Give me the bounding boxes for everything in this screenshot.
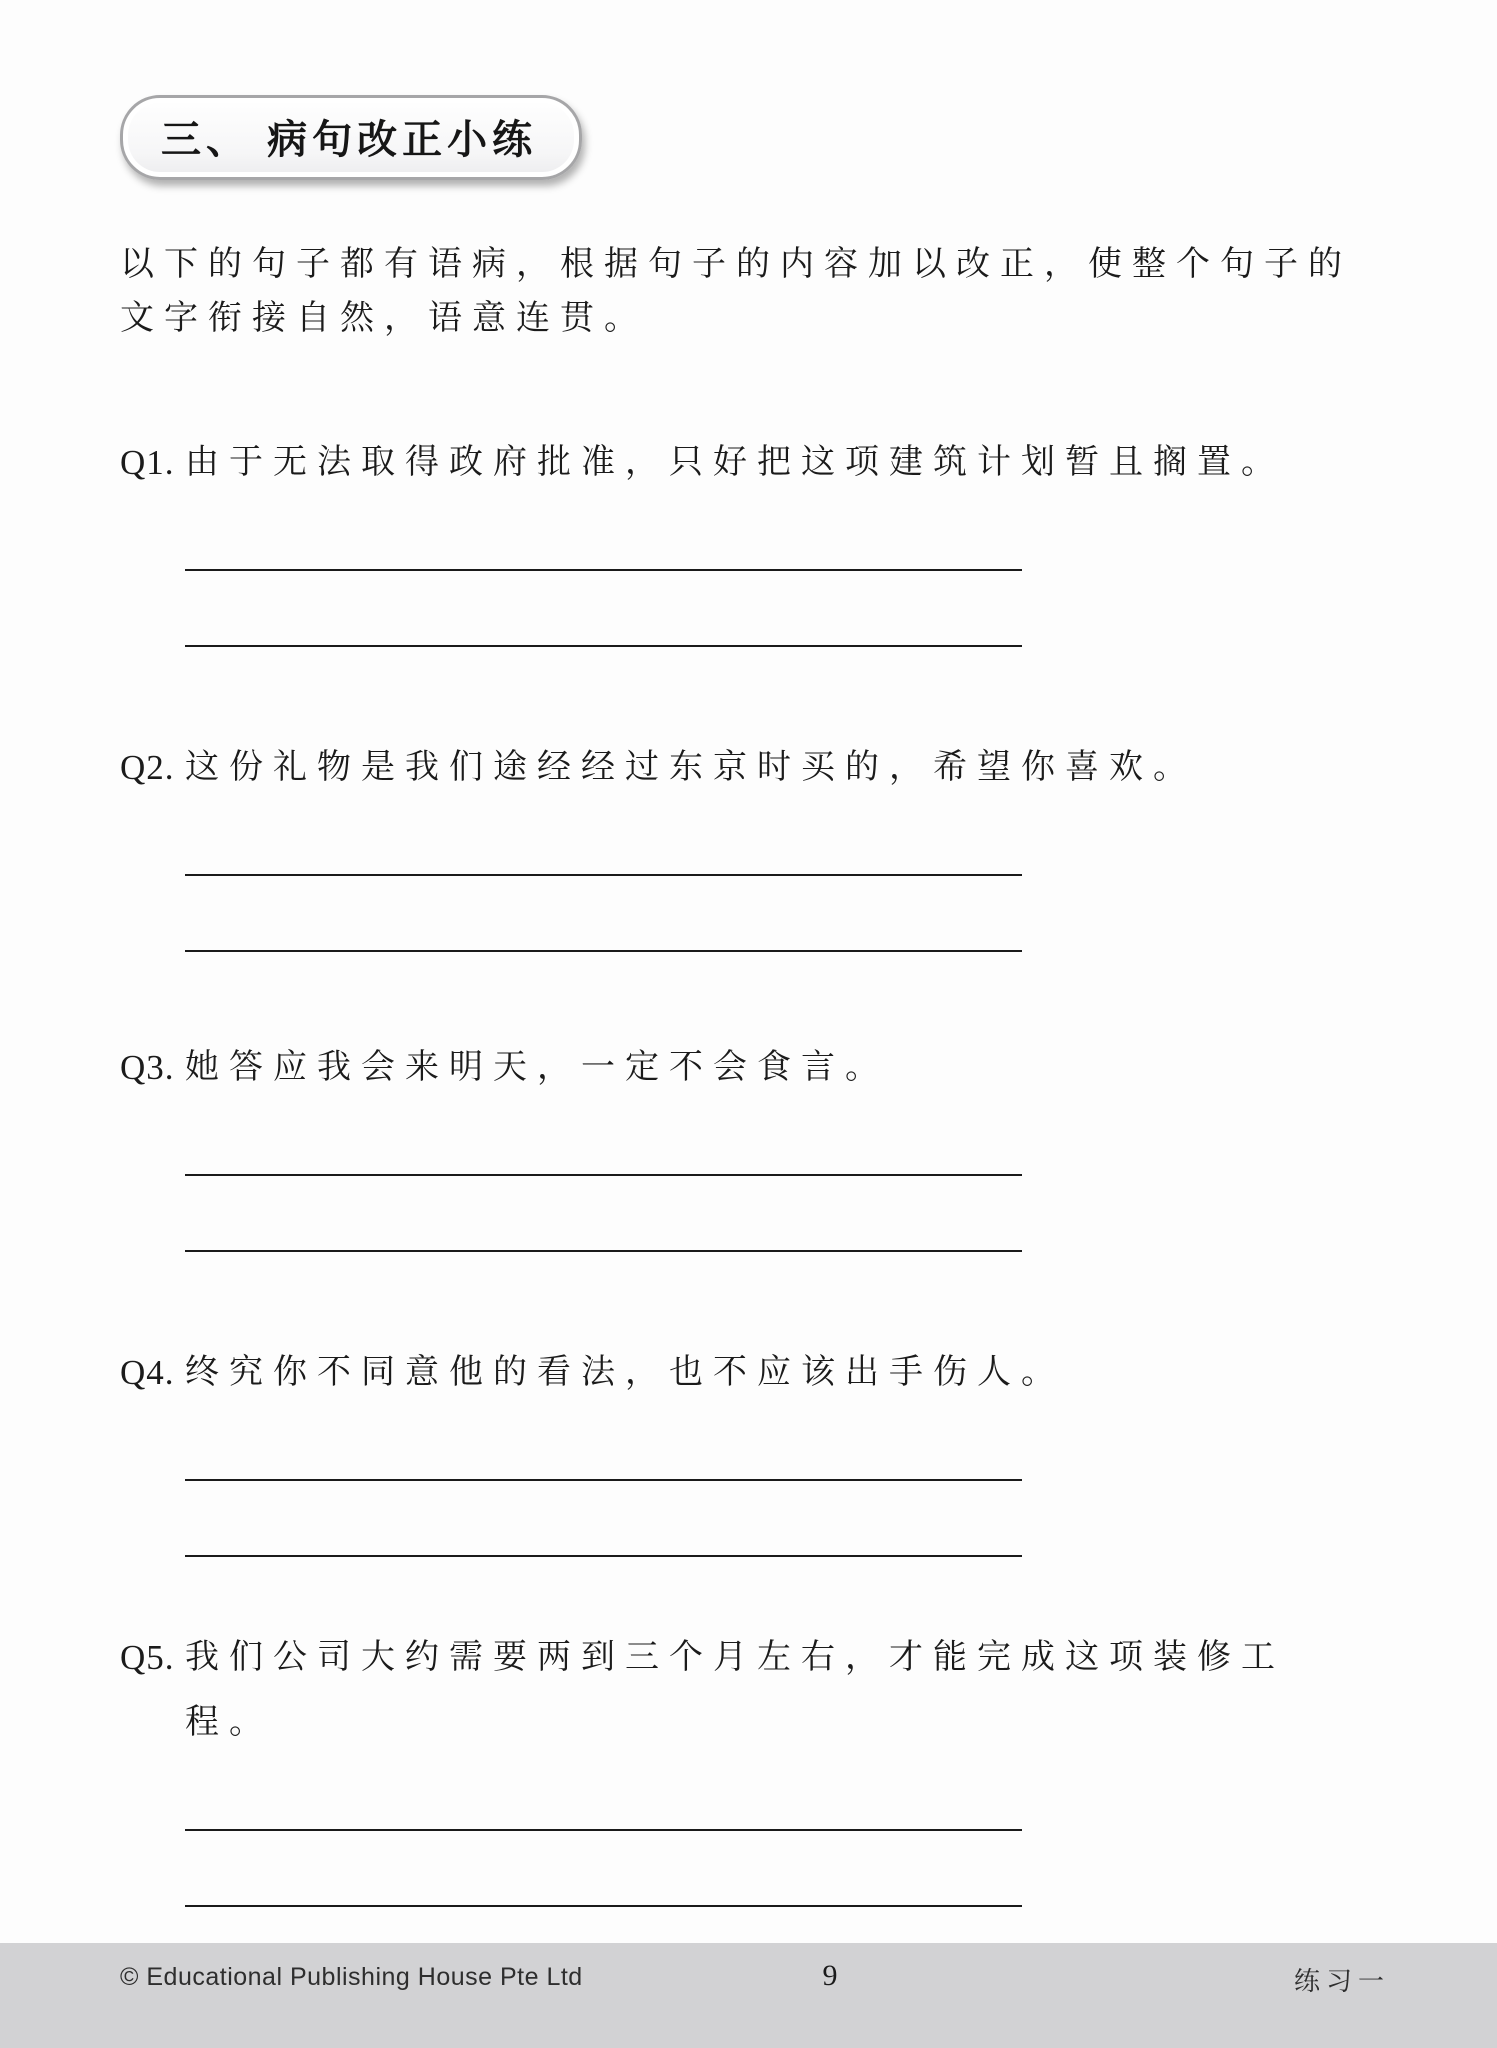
footer-copyright: © Educational Publishing House Pte Ltd [120,1963,583,1991]
footer-section-label: 练习一 [1293,1967,1390,1996]
question-3-answer-area [185,1100,1022,1252]
question-1-text: 由于无法取得政府批准，只好把这项建筑计划暂且搁置。 [185,444,1285,481]
section-title-text: 三、 病句改正小练 [161,118,538,162]
question-4-answer-area [185,1405,1022,1557]
section-title-badge [120,95,582,180]
question-4-label: Q4. [120,1353,175,1392]
footer-bar [0,1943,1497,2048]
question-5-row [120,1625,1380,1755]
question-1 [120,430,1380,647]
question-5 [120,1625,1380,1907]
answer-line [185,1405,1022,1481]
question-2-text: 这份礼物是我们途经经过东京时买的，希望你喜欢。 [185,749,1197,786]
question-2-row [120,735,1380,800]
question-2-answer-area [185,800,1022,952]
question-3-row [120,1035,1380,1100]
answer-line [185,1755,1022,1831]
question-4-text: 终究你不同意他的看法，也不应该出手伤人。 [185,1354,1065,1391]
question-1-label: Q1. [120,443,175,482]
question-2-label: Q2. [120,748,175,787]
question-3-text: 她答应我会来明天，一定不会食言。 [185,1049,889,1086]
footer-page-number: 9 [822,1959,838,1992]
answer-line [185,876,1022,952]
question-5-label: Q5. [120,1638,175,1677]
question-4-row [120,1340,1380,1405]
instructions-text: 以下的句子都有语病，根据句子的内容加以改正，使整个句子的文字衔接自然，语意连贯。 [120,246,1352,337]
answer-line [185,1100,1022,1176]
answer-line [185,1831,1022,1907]
question-5-text: 我们公司大约需要两到三个月左右，才能完成这项装修工程。 [185,1639,1285,1741]
question-4 [120,1340,1380,1557]
answer-line [185,1481,1022,1557]
answer-line [185,495,1022,571]
answer-line [185,1176,1022,1252]
answer-line [185,800,1022,876]
question-5-answer-area [185,1755,1022,1907]
question-3-label: Q3. [120,1048,175,1087]
question-3 [120,1035,1380,1252]
question-1-row [120,430,1380,495]
question-2 [120,735,1380,952]
question-1-answer-area [185,495,1022,647]
answer-line [185,571,1022,647]
